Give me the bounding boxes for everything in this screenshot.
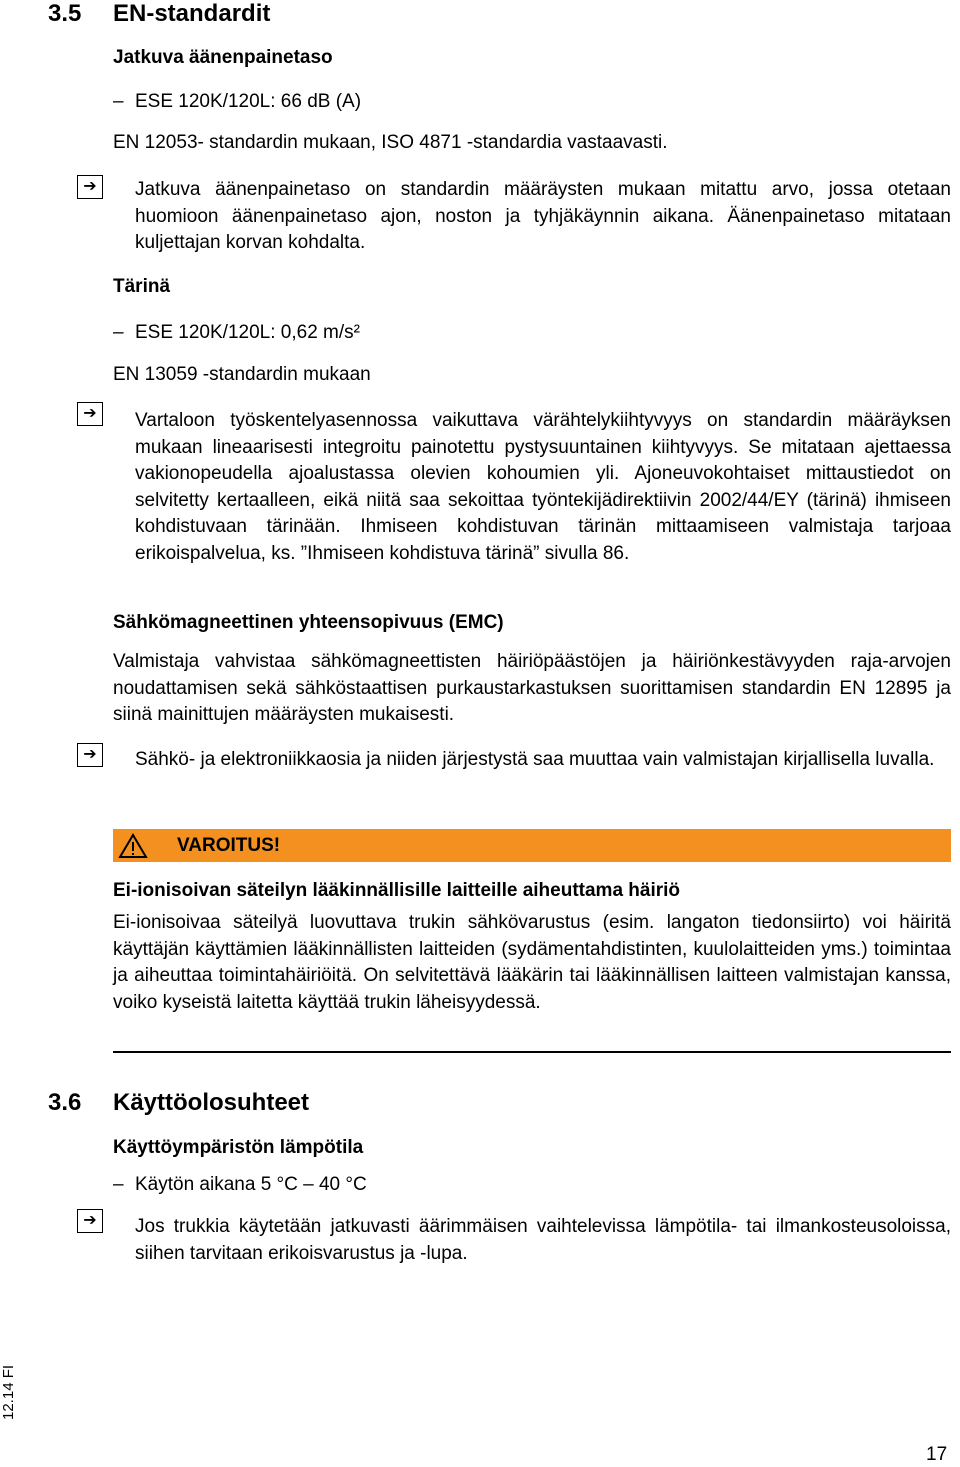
warning-bar [113,829,951,862]
vibration-heading: Tärinä [113,276,171,297]
noise-note: Jatkuva äänenpainetaso on standardin määräysten mukaan mitattu arvo, jossa otetaan huomioon äänenpainetaso ajon, noston ja tyhjäkäynnin aikana. Äänenpainetaso mitataan kuljettajan korvan kohdalta. [135,179,951,253]
divider [113,1051,951,1053]
emc-note: Sähkö- ja elektroniikkaosia ja niiden järjestystä saa muuttaa vain valmistajan kirjallisella luvalla. [135,749,935,770]
vibration-note: Vartaloon työskentelyasennossa vaikuttava värähtelykiihtyvyys on standardin määräyksen mukaan lineaarisesti integroitu painotettu pystysuuntainen kiihtyvyys. Se mitataan ajettaessa vakionopeudella ajoalustassa olevien kohoumien yli. Ajoneuvokohtaiset mittaustiedot on selvitetty kertaalleen, eikä niitä saa sekoittaa työntekijädirektiivin 2002/44/EY (tärinä) ihmiseen kohdistuvaan tärinään. Ihmiseen kohdistuvan tärinän mittaamiseen valmistaja tarjoaa erikoispalvelua, ks. ”Ihmiseen kohdistuva tärinä” sivulla 86. [135,410,951,564]
warning-body: Ei-ionisoivaa säteilyä luovuttava trukin sähkövarustus (esim. langaton tiedonsiirto) voi häiritä käyttäjän käyttämien lääkinnällisten laitteiden (sydämentahdistinten, kuulolaitteiden yms.) toimintaa ja aiheuttaa toimintahäiriöitä. On selvitettävä lääkärin tai lääkinnällisen laitteen valmistajan kanssa, voiko kyseistä laitetta käyttää trukin läheisyydessä. [113,912,951,1013]
arrow-box-icon: ➔ [77,1209,103,1233]
temperature-item [113,1174,367,1196]
noise-standard: EN 12053- standardin mukaan, ISO 4871 -standardia vastaavasti. [113,132,668,153]
vibration-standard: EN 13059 -standardin mukaan [113,364,371,385]
version-label: 12.14 FI [0,1364,17,1420]
vibration-item-text: ESE 120K/120L: 0,62 m/s² [135,322,360,343]
warning-label: VAROITUS! [177,834,281,856]
dash-icon: – [113,91,124,112]
arrow-box-icon: ➔ [77,175,103,199]
vibration-item [113,322,360,344]
section-title-3-6: Käyttöolosuhteet [113,1089,310,1116]
noise-heading: Jatkuva äänenpainetaso [113,47,333,68]
arrow-box-icon: ➔ [77,743,103,767]
warning-triangle-icon [113,829,153,862]
page-number: 17 [926,1444,948,1465]
dash-icon: – [113,322,124,343]
noise-item-text: ESE 120K/120L: 66 dB (A) [135,91,362,112]
section-number-3-5: 3.5 [48,0,82,27]
emc-heading: Sähkömagneettinen yhteensopivuus (EMC) [113,612,504,633]
arrow-box-icon: ➔ [77,402,103,426]
temperature-item-text: Käytön aikana 5 °C – 40 °C [135,1174,367,1195]
warning-heading: Ei-ionisoivan säteilyn lääkinnällisille laitteille aiheuttama häiriö [113,880,681,901]
noise-item [113,91,361,113]
dash-icon: – [113,1174,124,1195]
temperature-note: Jos trukkia käytetään jatkuvasti äärimmäisen vaihtelevissa lämpötila- tai ilmankosteusoloissa, siihen tarvitaan erikoisvarustus ja -lupa. [135,1216,951,1264]
section-title-3-5: EN-standardit [113,0,271,27]
section-number-3-6: 3.6 [48,1089,82,1116]
emc-body: Valmistaja vahvistaa sähkömagneettisten häiriöpäästöjen ja häiriönkestävyyden raja-arvojen noudattamisen sekä sähköstaattisen purkaustarkastuksen suorittamisen standardin EN 12895 ja siinä mainittujen määräysten mukaisesti. [113,651,951,725]
temperature-heading: Käyttöympäristön lämpötila [113,1137,364,1158]
